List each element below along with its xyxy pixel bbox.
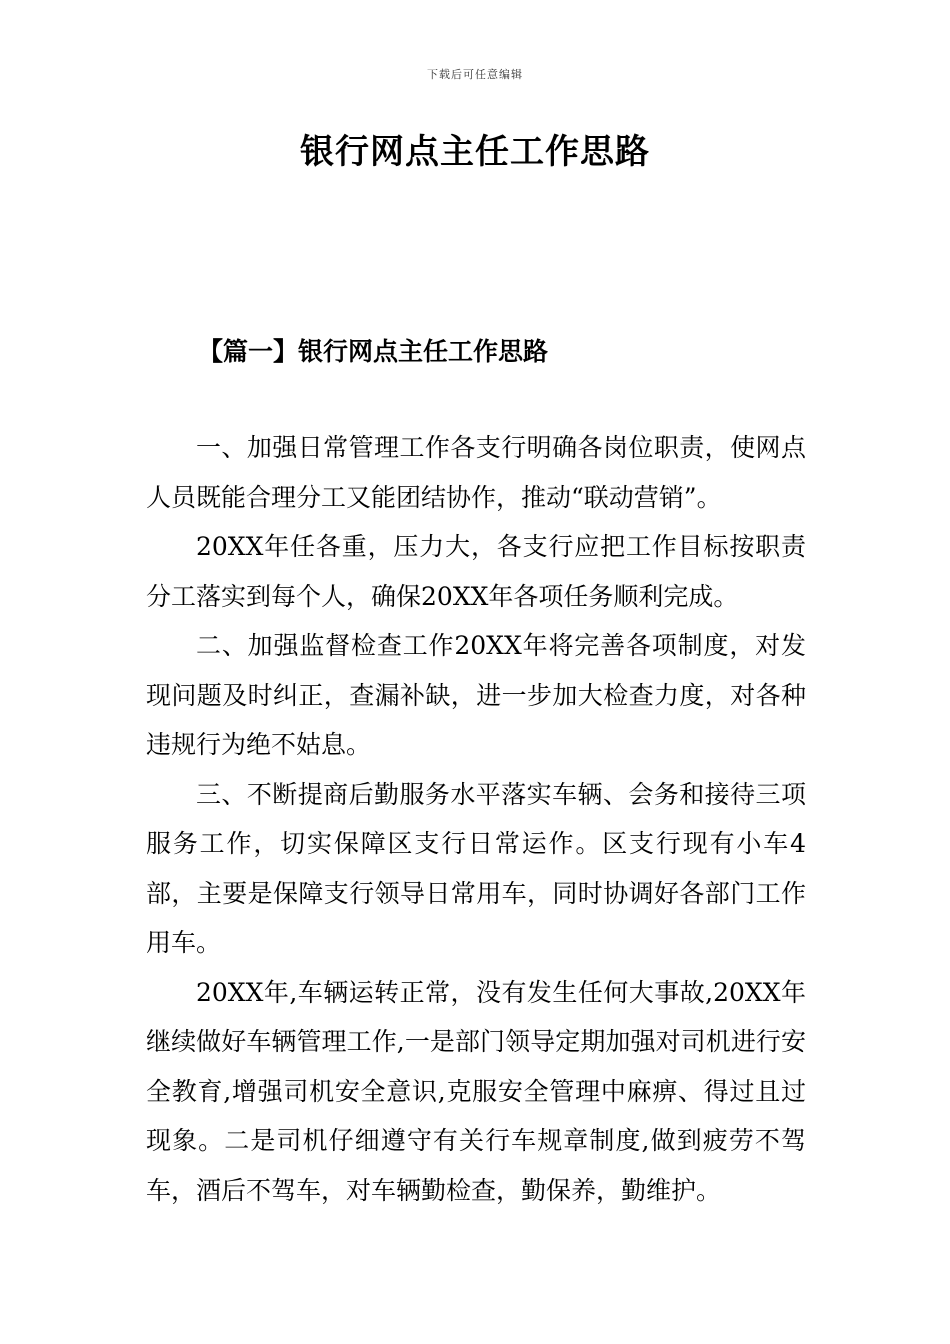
paragraph-5: 20XX年,车辆运转正常，没有发生任何大事故,20XX年继续做好车辆管理工作,一是部门领导定期加强对司机进行安全教育,增强司机安全意识,克服安全管理中麻痹、得过且过现象。二是司机仔细遵守有关行车规章制度,做到疲劳不驾车，酒后不驾车，对车辆勤检查，勤保养，勤维护。 bbox=[146, 977, 806, 1205]
header-note: 下载后可任意编辑 bbox=[427, 68, 523, 81]
document-title: 银行网点主任工作思路 bbox=[300, 132, 650, 172]
body-text bbox=[146, 423, 806, 1215]
paragraph-2: 20XX年任各重，压力大，各支行应把工作目标按职责分工落实到每个人，确保20XX年各项任务顺利完成。 bbox=[146, 532, 806, 611]
paragraph-3: 二、加强监督检查工作20XX年将完善各项制度，对发现问题及时纠正，查漏补缺，进一步加大检查力度，对各种违规行为绝不姑息。 bbox=[146, 631, 806, 759]
paragraph-1: 一、加强日常管理工作各支行明确各岗位职责，使网点人员既能合理分工又能团结协作，推动“联动营销”。 bbox=[146, 433, 806, 512]
section-heading: 【篇一】银行网点主任工作思路 bbox=[198, 337, 549, 366]
paragraph-4: 三、不断提商后勤服务水平落实车辆、会务和接待三项服务工作，切实保障区支行日常运作。区支行现有小车4部，主要是保障支行领导日常用车，同时协调好各部门工作用车。 bbox=[146, 779, 806, 957]
